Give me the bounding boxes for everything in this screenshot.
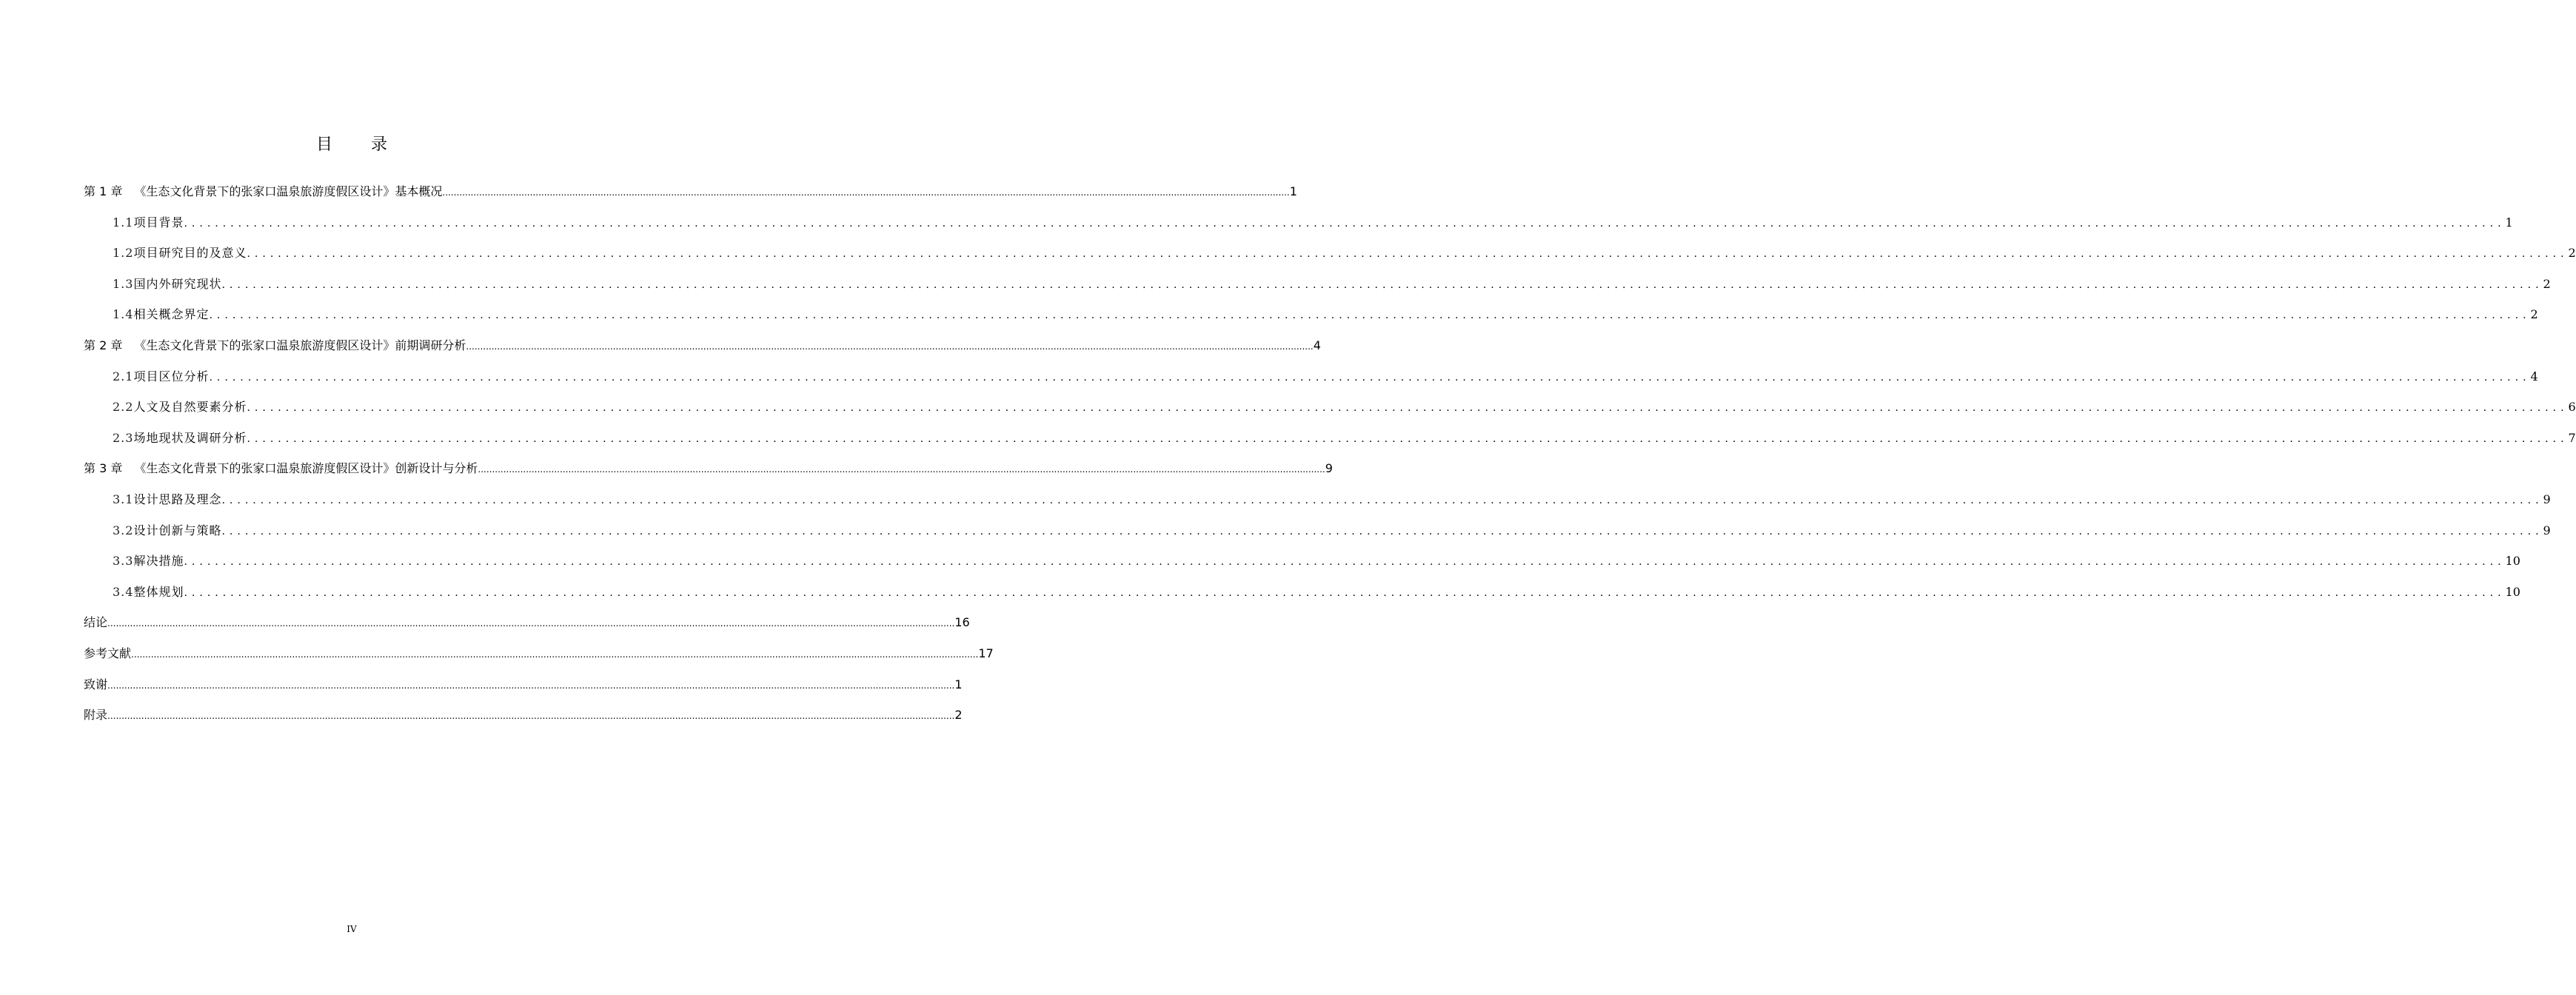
entry-title: 相关概念界定: [133, 307, 210, 322]
toc-chapter-entry[interactable]: [84, 459, 1333, 490]
toc-section-entry[interactable]: [84, 275, 2551, 306]
toc-section-entry[interactable]: [84, 583, 2520, 614]
dot-leader: ............................................................................................................................................................................................................................................................................................................: [221, 494, 2543, 506]
toc-chapter-entry[interactable]: [84, 336, 1321, 367]
dot-leader: ............................................................................................................................................................................................................................................................................................................: [209, 309, 2531, 322]
entry-page-number: 2: [2543, 276, 2551, 291]
entry-page-number: 1: [2505, 215, 2513, 230]
entry-number: 1.2: [113, 246, 134, 261]
dot-leader: ............................................................................................................................................................................................................................................................................................................: [131, 649, 979, 660]
entry-page-number: 9: [2543, 523, 2551, 537]
toc-chapter-entry[interactable]: [84, 644, 994, 675]
entry-number: 1.3: [113, 276, 134, 291]
entry-number: 第 2 章: [84, 338, 123, 352]
entry-number: 1.4: [113, 307, 134, 322]
entry-title: 人文及自然要素分析: [133, 400, 247, 415]
entry-number: 2.2: [113, 400, 134, 415]
entry-title: 《生态文化背景下的张家口温泉旅游度假区设计》前期调研分析: [134, 338, 466, 352]
entry-number: 3.3: [113, 554, 134, 569]
toc-section-entry[interactable]: [84, 429, 2576, 460]
toc-title-char: 目: [315, 135, 332, 154]
dot-leader: ............................................................................................................................................................................................................................................................................................................: [442, 187, 1290, 198]
entry-page-number: 7: [2568, 430, 2576, 445]
entry-title: 设计创新与策略: [133, 523, 222, 537]
entry-page-number: 6: [2568, 400, 2576, 415]
entry-page-number: 16: [954, 615, 970, 630]
entry-page-number: 2: [2530, 307, 2538, 322]
entry-title: 整体规划: [133, 584, 184, 599]
entry-number: 第 1 章: [84, 184, 123, 198]
toc-chapter-entry[interactable]: [84, 182, 1297, 213]
entry-title: 设计思路及理念: [133, 492, 222, 506]
entry-page-number: 4: [2530, 369, 2538, 383]
entry-number: 2.1: [113, 369, 134, 383]
dot-leader: ............................................................................................................................................................................................................................................................................................................: [107, 618, 955, 629]
entry-title: 项目背景: [133, 215, 184, 230]
toc-title: [0, 132, 703, 155]
entry-title: 项目研究目的及意义: [133, 246, 247, 261]
entry-number: 2.3: [113, 430, 134, 445]
entry-page-number: 9: [2543, 492, 2551, 506]
dot-leader: ............................................................................................................................................................................................................................................................................................................: [221, 525, 2543, 537]
entry-title: 参考文献: [84, 646, 132, 660]
entry-page-number: 17: [978, 646, 994, 660]
entry-page-number: 4: [1313, 338, 1321, 352]
page-number: IV: [347, 924, 357, 934]
entry-title: 致谢: [84, 677, 108, 691]
entry-title: 《生态文化背景下的张家口温泉旅游度假区设计》创新设计与分析: [134, 461, 478, 476]
dot-leader: ............................................................................................................................................................................................................................................................................................................: [107, 680, 955, 691]
dot-leader: ............................................................................................................................................................................................................................................................................................................: [209, 371, 2531, 383]
entry-number: 3.1: [113, 492, 134, 506]
entry-title: 解决措施: [133, 554, 184, 569]
dot-leader: ............................................................................................................................................................................................................................................................................................................: [247, 402, 2569, 415]
entry-number: 1.1: [113, 215, 134, 230]
dot-leader: ............................................................................................................................................................................................................................................................................................................: [247, 248, 2569, 261]
dot-leader: ............................................................................................................................................................................................................................................................................................................: [184, 217, 2506, 230]
entry-title: 结论: [84, 615, 108, 630]
toc-section-entry[interactable]: [84, 398, 2576, 429]
toc-section-entry[interactable]: [84, 521, 2551, 552]
entry-title: 附录: [84, 708, 108, 723]
toc-section-entry[interactable]: [84, 213, 2513, 244]
dot-leader: ............................................................................................................................................................................................................................................................................................................: [221, 278, 2543, 291]
entry-title: 项目区位分析: [133, 369, 210, 383]
toc-chapter-entry[interactable]: [84, 613, 970, 644]
entry-number: 3.4: [113, 584, 134, 599]
toc-title-char: 录: [371, 135, 388, 154]
toc-section-entry[interactable]: [84, 490, 2551, 521]
toc-section-entry[interactable]: [84, 305, 2538, 336]
entry-page-number: 1: [1289, 184, 1297, 198]
entry-page-number: 10: [2505, 584, 2520, 599]
entry-title: 场地现状及调研分析: [133, 430, 247, 445]
toc-chapter-entry[interactable]: [84, 675, 963, 706]
entry-page-number: 9: [1325, 461, 1333, 476]
dot-leader: ............................................................................................................................................................................................................................................................................................................: [478, 464, 1325, 475]
dot-leader: ............................................................................................................................................................................................................................................................................................................: [107, 711, 955, 722]
toc-section-entry[interactable]: [84, 552, 2520, 583]
toc-chapter-entry[interactable]: [84, 706, 963, 737]
toc-section-entry[interactable]: [84, 367, 2538, 398]
entry-page-number: 10: [2505, 554, 2520, 569]
entry-number: 3.2: [113, 523, 134, 537]
entry-page-number: 1: [954, 677, 963, 691]
dot-leader: ............................................................................................................................................................................................................................................................................................................: [184, 556, 2506, 569]
dot-leader: ............................................................................................................................................................................................................................................................................................................: [247, 432, 2569, 445]
table-of-contents: [84, 182, 2576, 737]
entry-page-number: 2: [954, 708, 963, 723]
entry-page-number: 2: [2568, 246, 2576, 261]
entry-number: 第 3 章: [84, 461, 123, 476]
entry-title: 国内外研究现状: [133, 276, 222, 291]
entry-title: 《生态文化背景下的张家口温泉旅游度假区设计》基本概况: [134, 184, 443, 198]
toc-section-entry[interactable]: [84, 244, 2576, 275]
dot-leader: ............................................................................................................................................................................................................................................................................................................: [184, 586, 2506, 599]
dot-leader: ............................................................................................................................................................................................................................................................................................................: [466, 341, 1314, 352]
